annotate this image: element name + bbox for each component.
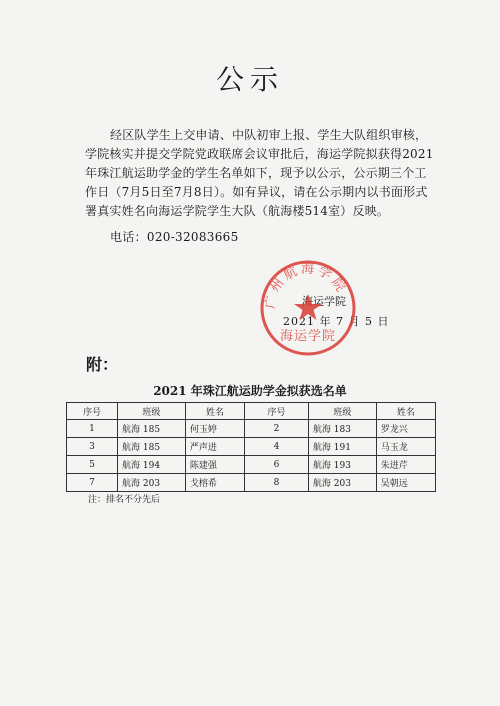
table-row: [67, 420, 436, 438]
cell-class: 航海 203: [118, 474, 186, 492]
table-row: [67, 456, 436, 474]
page-title: 公示: [215, 63, 284, 96]
table-header-row: [67, 403, 436, 420]
signature-date: 2021 年 7 月 5 日: [283, 315, 390, 328]
announcement-body: 经区队学生上交申请、中队初审上报、学生大队组织审核，学院核实并提交学院党政联席会议审批后，海运学院拟获得2021年珠江航运助学金的学生名单如下，现予以公示，公示期三个工作日（7月5日至7月8日）。如有异议，请在公示期内以书面形式署真实姓名向海运学院学生大队（航海楼514室）反映。: [85, 128, 434, 218]
cell-class: 航海 185: [118, 420, 186, 438]
cell-index: 1: [67, 420, 118, 438]
cell-index: 3: [67, 438, 118, 456]
cell-name: 戈榕希: [185, 474, 244, 492]
cell-index: 6: [245, 456, 309, 474]
cell-name: 马玉龙: [376, 438, 435, 456]
official-seal-icon: [258, 258, 358, 358]
appendix-label: 附：: [86, 355, 119, 374]
col-header-class: 班级: [118, 403, 186, 420]
cell-name: 严声进: [185, 438, 244, 456]
cell-index: 5: [67, 456, 118, 474]
cell-class: 航海 203: [308, 474, 376, 492]
cell-name: 吴朝远: [376, 474, 435, 492]
col-header-name: 姓名: [376, 403, 435, 420]
cell-class: 航海 194: [118, 456, 186, 474]
signature-org: 海运学院: [302, 295, 346, 308]
table-title: 2021 年珠江航运助学金拟获选名单: [153, 384, 347, 398]
cell-name: 何玉婷: [185, 420, 244, 438]
svg-text:广州航海学院: 广州航海学院: [263, 261, 350, 310]
col-header-class: 班级: [308, 403, 376, 420]
table-row: [67, 474, 436, 492]
cell-class: 航海 183: [308, 420, 376, 438]
cell-name: 罗龙兴: [376, 420, 435, 438]
col-header-index: 序号: [245, 403, 309, 420]
cell-index: 7: [67, 474, 118, 492]
cell-class: 航海 193: [308, 456, 376, 474]
contact-phone: 电话：020-32083665: [110, 230, 239, 244]
cell-index: 2: [245, 420, 309, 438]
cell-class: 航海 185: [118, 438, 186, 456]
cell-index: 8: [245, 474, 309, 492]
col-header-index: 序号: [67, 403, 118, 420]
col-header-name: 姓名: [185, 403, 244, 420]
cell-name: 朱进芹: [376, 456, 435, 474]
recipient-table: [66, 402, 436, 492]
cell-index: 4: [245, 438, 309, 456]
svg-text:海运学院: 海运学院: [279, 329, 337, 344]
table-note: 注：排名不分先后: [88, 495, 161, 505]
cell-class: 航海 191: [308, 438, 376, 456]
cell-name: 陈建强: [185, 456, 244, 474]
table-row: [67, 438, 436, 456]
